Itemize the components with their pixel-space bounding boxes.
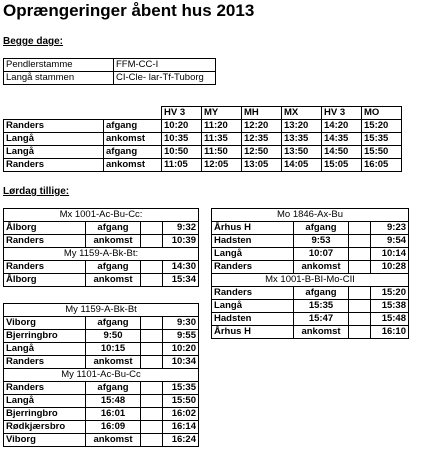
- schedule-title: My 1101-Ac-Bu-Cc: [4, 369, 199, 382]
- time-cell: 10:28: [371, 261, 409, 274]
- time-cell: 9:55: [163, 330, 199, 343]
- table-row: [4, 395, 199, 408]
- arrival-time-cell: 10:15: [86, 343, 141, 356]
- arrival-time-cell: 16:09: [86, 421, 141, 434]
- blank-cell: [141, 395, 163, 408]
- station-cell: Langå: [212, 300, 294, 313]
- time-cell: 9:30: [163, 317, 199, 330]
- blank-cell: [349, 326, 371, 339]
- time-cell: 16:05: [362, 159, 402, 172]
- time-cell: 15:20: [371, 287, 409, 300]
- units-table: [3, 58, 216, 85]
- table-row: [4, 261, 199, 274]
- blank-cell: [141, 274, 163, 287]
- table-row: [4, 120, 402, 133]
- schedule-title: Mo 1846-Ax-Bu: [212, 209, 409, 222]
- blank-cell: [349, 300, 371, 313]
- unit-config: FFM-CC-I: [114, 59, 216, 72]
- blank-cell: [141, 421, 163, 434]
- table-row: [4, 72, 216, 85]
- column-header: HV 3: [162, 107, 202, 120]
- time-cell: 10:35: [162, 133, 202, 146]
- time-cell: 11:35: [202, 133, 242, 146]
- station-cell: Viborg: [4, 317, 86, 330]
- arrival-time-cell: 15:47: [294, 313, 349, 326]
- time-cell: 10:39: [163, 235, 199, 248]
- time-cell: 15:34: [163, 274, 199, 287]
- type-cell: ankomst: [294, 326, 349, 339]
- blank-cell: [104, 107, 162, 120]
- time-cell: 15:35: [163, 382, 199, 395]
- time-cell: 9:32: [163, 222, 199, 235]
- column-header: MH: [242, 107, 282, 120]
- station-cell: Randers: [4, 356, 86, 369]
- type-cell: afgang: [104, 146, 162, 159]
- schedule-box-left-2: [3, 303, 199, 447]
- station-cell: Bjerringbro: [4, 330, 86, 343]
- main-timetable: [3, 106, 402, 172]
- blank-cell: [141, 261, 163, 274]
- time-cell: 15:35: [362, 133, 402, 146]
- table-row: [4, 235, 199, 248]
- station-cell: Randers: [4, 261, 86, 274]
- time-cell: 15:38: [371, 300, 409, 313]
- time-cell: 13:35: [282, 133, 322, 146]
- schedule-title: My 1159-A-Bk-Bt:: [4, 248, 199, 261]
- schedule-title-row: [4, 248, 199, 261]
- blank-cell: [141, 330, 163, 343]
- table-row: [4, 434, 199, 447]
- table-row: [4, 274, 199, 287]
- time-cell: 16:02: [163, 408, 199, 421]
- time-cell: 15:50: [163, 395, 199, 408]
- blank-cell: [349, 261, 371, 274]
- schedule-title-row: [4, 209, 199, 222]
- blank-cell: [141, 235, 163, 248]
- time-cell: 10:34: [163, 356, 199, 369]
- station-cell: Århus H: [212, 222, 294, 235]
- station-cell: Randers: [4, 120, 104, 133]
- time-cell: 14:35: [322, 133, 362, 146]
- table-row: [212, 248, 409, 261]
- time-cell: 11:20: [202, 120, 242, 133]
- type-cell: ankomst: [86, 356, 141, 369]
- page-title: Oprængeringer åbent hus 2013: [3, 1, 255, 20]
- station-cell: Langå: [4, 133, 104, 146]
- time-cell: 12:35: [242, 133, 282, 146]
- table-row: [4, 146, 402, 159]
- station-cell: Hadsten: [212, 313, 294, 326]
- time-cell: 12:50: [242, 146, 282, 159]
- station-cell: Randers: [4, 382, 86, 395]
- station-cell: Langå: [212, 248, 294, 261]
- blank-cell: [349, 222, 371, 235]
- table-row: [4, 330, 199, 343]
- station-cell: Randers: [212, 261, 294, 274]
- column-header: MO: [362, 107, 402, 120]
- arrival-time-cell: 9:53: [294, 235, 349, 248]
- column-header: HV 3: [322, 107, 362, 120]
- time-cell: 13:20: [282, 120, 322, 133]
- table-row: [4, 59, 216, 72]
- table-row: [4, 222, 199, 235]
- table-row: [4, 343, 199, 356]
- type-cell: ankomst: [294, 261, 349, 274]
- table-row: [212, 222, 409, 235]
- table-row: [4, 356, 199, 369]
- time-cell: 16:14: [163, 421, 199, 434]
- column-header: MX: [282, 107, 322, 120]
- time-cell: 14:50: [322, 146, 362, 159]
- blank-cell: [141, 222, 163, 235]
- station-cell: Randers: [4, 235, 86, 248]
- time-cell: 10:50: [162, 146, 202, 159]
- table-row: [4, 133, 402, 146]
- time-cell: 14:30: [163, 261, 199, 274]
- arrival-time-cell: 10:07: [294, 248, 349, 261]
- time-cell: 9:23: [371, 222, 409, 235]
- table-row: [212, 313, 409, 326]
- blank-cell: [141, 382, 163, 395]
- schedule-box-right: [211, 208, 409, 339]
- table-row: [4, 317, 199, 330]
- blank-cell: [141, 356, 163, 369]
- schedule-title-row: [212, 274, 409, 287]
- type-cell: ankomst: [86, 274, 141, 287]
- unit-route: Langå stammen: [4, 72, 114, 85]
- station-cell: Bjerringbro: [4, 408, 86, 421]
- table-row: [4, 408, 199, 421]
- schedule-title-row: [212, 209, 409, 222]
- time-cell: 9:54: [371, 235, 409, 248]
- table-row: [212, 287, 409, 300]
- station-cell: Langå: [4, 395, 86, 408]
- arrival-time-cell: 15:35: [294, 300, 349, 313]
- type-cell: ankomst: [104, 133, 162, 146]
- blank-cell: [141, 317, 163, 330]
- time-cell: 12:20: [242, 120, 282, 133]
- time-cell: 13:50: [282, 146, 322, 159]
- type-cell: afgang: [294, 287, 349, 300]
- table-row: [212, 261, 409, 274]
- time-cell: 11:50: [202, 146, 242, 159]
- table-header-row: [4, 107, 402, 120]
- time-cell: 10:14: [371, 248, 409, 261]
- unit-route: Pendlerstamme: [4, 59, 114, 72]
- arrival-time-cell: 9:50: [86, 330, 141, 343]
- type-cell: afgang: [86, 317, 141, 330]
- station-cell: Randers: [4, 159, 104, 172]
- blank-cell: [141, 434, 163, 447]
- blank-cell: [141, 343, 163, 356]
- type-cell: afgang: [86, 261, 141, 274]
- blank-cell: [4, 107, 104, 120]
- station-cell: Rødkjærsbro: [4, 421, 86, 434]
- type-cell: afgang: [104, 120, 162, 133]
- type-cell: afgang: [86, 222, 141, 235]
- time-cell: 10:20: [162, 120, 202, 133]
- time-cell: 11:05: [162, 159, 202, 172]
- schedule-title-row: [4, 369, 199, 382]
- type-cell: ankomst: [104, 159, 162, 172]
- blank-cell: [349, 313, 371, 326]
- arrival-time-cell: 16:01: [86, 408, 141, 421]
- type-cell: ankomst: [86, 235, 141, 248]
- station-cell: Randers: [212, 287, 294, 300]
- station-cell: Langå: [4, 343, 86, 356]
- station-cell: Århus H: [212, 326, 294, 339]
- time-cell: 12:05: [202, 159, 242, 172]
- time-cell: 15:50: [362, 146, 402, 159]
- station-cell: Hadsten: [212, 235, 294, 248]
- time-cell: 16:24: [163, 434, 199, 447]
- table-row: [4, 382, 199, 395]
- type-cell: afgang: [294, 222, 349, 235]
- time-cell: 13:05: [242, 159, 282, 172]
- table-row: [4, 159, 402, 172]
- unit-config: CI-Cle- lar-Tf-Tuborg: [114, 72, 216, 85]
- table-row: [4, 421, 199, 434]
- time-cell: 10:20: [163, 343, 199, 356]
- station-cell: Viborg: [4, 434, 86, 447]
- section-heading-saturday: Lørdag tillige:: [3, 186, 70, 197]
- time-cell: 14:05: [282, 159, 322, 172]
- station-cell: Langå: [4, 146, 104, 159]
- type-cell: afgang: [86, 382, 141, 395]
- blank-cell: [349, 235, 371, 248]
- schedule-title: Mx 1001-Ac-Bu-Cc:: [4, 209, 199, 222]
- type-cell: ankomst: [86, 434, 141, 447]
- table-row: [212, 235, 409, 248]
- time-cell: 16:10: [371, 326, 409, 339]
- time-cell: 15:05: [322, 159, 362, 172]
- arrival-time-cell: 15:48: [86, 395, 141, 408]
- time-cell: 14:20: [322, 120, 362, 133]
- time-cell: 15:20: [362, 120, 402, 133]
- schedule-title-row: [4, 304, 199, 317]
- station-cell: Ålborg: [4, 222, 86, 235]
- time-cell: 15:48: [371, 313, 409, 326]
- blank-cell: [141, 408, 163, 421]
- station-cell: Ålborg: [4, 274, 86, 287]
- table-row: [212, 300, 409, 313]
- section-heading-both-days: Begge dage:: [3, 36, 64, 47]
- blank-cell: [349, 248, 371, 261]
- column-header: MY: [202, 107, 242, 120]
- table-row: [212, 326, 409, 339]
- schedule-box-left-1: [3, 208, 199, 287]
- blank-cell: [349, 287, 371, 300]
- schedule-title: My 1159-A-Bk-Bt: [4, 304, 199, 317]
- schedule-title: Mx 1001-B-BI-Mo-CII: [212, 274, 409, 287]
